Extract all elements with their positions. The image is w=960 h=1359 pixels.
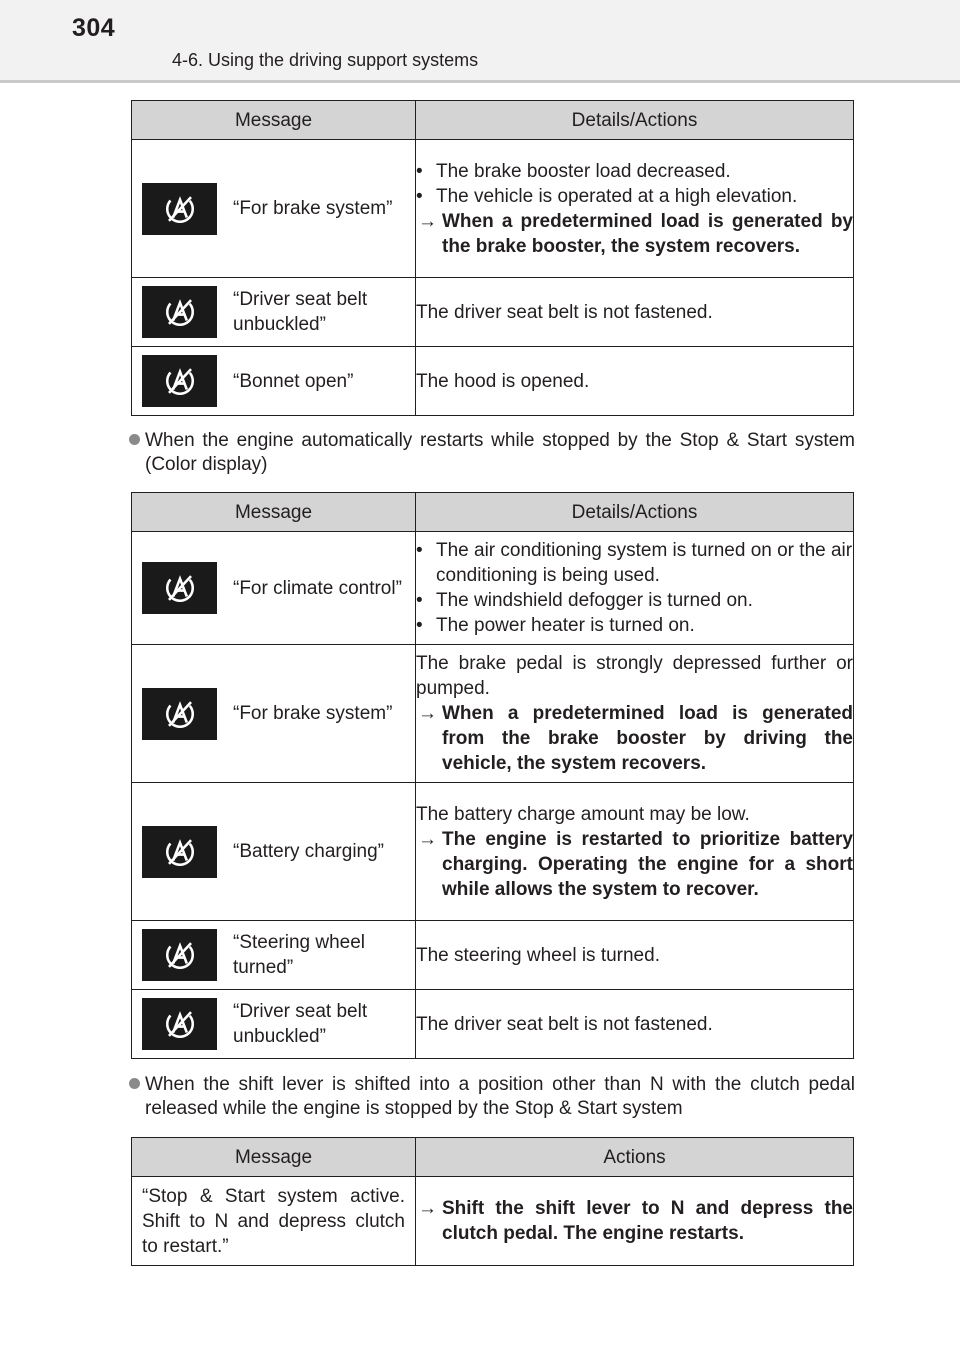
page-number: 304 [72, 14, 116, 42]
note-text: When the engine automatically restarts while stopped by the Stop & Start system (Color display) [145, 430, 855, 475]
column-header-message: Message [132, 101, 416, 140]
stop-start-cancel-icon [142, 286, 217, 338]
stop-start-cancel-icon [142, 183, 217, 235]
page-header [0, 0, 960, 83]
details-cell [416, 140, 854, 278]
message-cell [132, 140, 416, 278]
detail-text: The battery charge amount may be low. [416, 803, 750, 825]
column-header-details: Details/Actions [416, 493, 854, 532]
detail-bullet: • The air conditioning system is turned on or the air conditioning is being used. [416, 538, 853, 588]
detail-text: The steering wheel is turned. [416, 944, 660, 966]
message-text: “For climate control” [233, 577, 402, 599]
table-row [132, 532, 854, 645]
stop-start-cancel-icon [142, 998, 217, 1050]
bullet-dot-icon [129, 434, 140, 445]
message-text: “Bonnet open” [233, 370, 354, 392]
details-cell [416, 532, 854, 645]
detail-text: The driver seat belt is not fastened. [416, 1013, 713, 1035]
section-title: 4-6. Using the driving support systems [172, 50, 479, 70]
table-row [132, 1177, 854, 1266]
stop-start-cancel-icon [142, 929, 217, 981]
table-row [132, 990, 854, 1059]
table-row [132, 278, 854, 347]
detail-text: The hood is opened. [416, 370, 590, 392]
stop-start-cancel-icon [142, 826, 217, 878]
column-header-message: Message [132, 493, 416, 532]
message-table-1 [131, 100, 854, 416]
column-header-details: Details/Actions [416, 101, 854, 140]
detail-text: The brake pedal is strongly depressed further or pumped. [416, 653, 853, 699]
column-header-actions: Actions [416, 1138, 854, 1177]
note-shift-lever [129, 1073, 855, 1121]
detail-text: The driver seat belt is not fastened. [416, 301, 713, 323]
stop-start-cancel-icon [142, 688, 217, 740]
detail-bullet: • The vehicle is operated at a high elevation. [416, 184, 853, 209]
details-cell [416, 347, 854, 416]
details-cell [416, 921, 854, 990]
detail-action: → When a predetermined load is generated by the brake booster, the system recovers. [416, 209, 853, 259]
detail-action: → When a predetermined load is generated from the brake booster by driving the vehicle, the system recovers. [416, 701, 853, 776]
message-cell [132, 1177, 416, 1266]
message-table-3 [131, 1137, 854, 1266]
details-cell [416, 990, 854, 1059]
stop-start-cancel-icon [142, 562, 217, 614]
note-color-display [129, 429, 855, 477]
column-header-message: Message [132, 1138, 416, 1177]
table-row [132, 347, 854, 416]
message-text: “For brake system” [233, 703, 393, 724]
detail-bullet: • The power heater is turned on. [416, 613, 853, 638]
message-cell [132, 921, 416, 990]
message-text: “Battery charging” [233, 841, 385, 862]
stop-start-cancel-icon [142, 355, 217, 407]
detail-action: → Shift the shift lever to N and depress the clutch pedal. The engine restarts. [416, 1196, 853, 1246]
message-text: “Stop & Start system active. Shift to N and depress clutch to restart.” [142, 1185, 405, 1257]
message-cell [132, 645, 416, 783]
message-text: “For brake system” [233, 198, 393, 219]
message-text: “Driver seat belt unbuckled” [233, 289, 368, 335]
bullet-dot-icon [129, 1078, 140, 1089]
message-cell [132, 347, 416, 416]
note-text: When the shift lever is shifted into a position other than N with the clutch pedal released while the engine is stopped by the Stop & Start system [145, 1074, 855, 1119]
message-cell [132, 783, 416, 921]
message-cell [132, 990, 416, 1059]
message-table-2 [131, 492, 854, 1059]
details-cell [416, 278, 854, 347]
details-cell [416, 783, 854, 921]
detail-action: → The engine is restarted to prioritize battery charging. Operating the engine for a short while allows the system to recover. [416, 827, 853, 902]
detail-bullet: • The windshield defogger is turned on. [416, 588, 853, 613]
table-row [132, 645, 854, 783]
table-row [132, 783, 854, 921]
table-row [132, 921, 854, 990]
detail-bullet: • The brake booster load decreased. [416, 159, 853, 184]
details-cell [416, 645, 854, 783]
table-row [132, 140, 854, 278]
message-cell [132, 278, 416, 347]
message-text: “Steering wheel turned” [233, 932, 366, 978]
actions-cell [416, 1177, 854, 1266]
message-text: “Driver seat belt unbuckled” [233, 1001, 368, 1047]
message-cell [132, 532, 416, 645]
